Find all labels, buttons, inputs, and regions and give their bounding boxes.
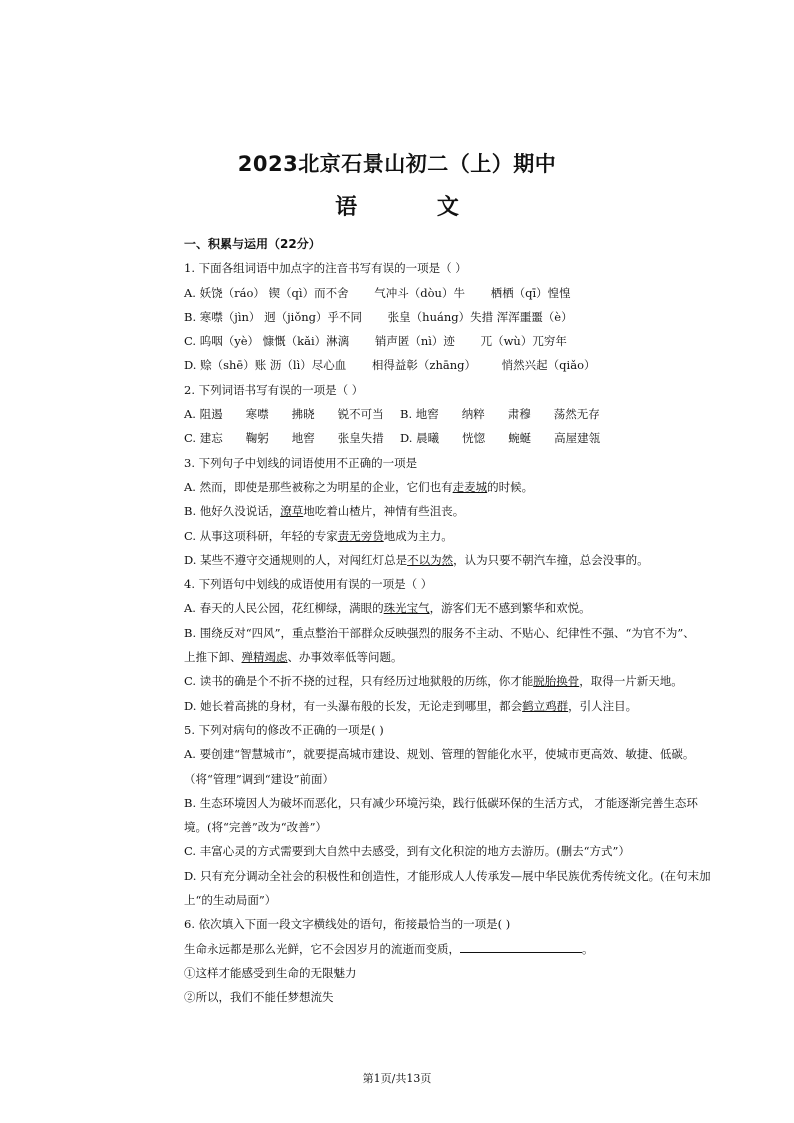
question-3-option-b: B. 他好久没说话，潦草地吃着山楂片，神情有些沮丧。 [184, 504, 465, 519]
question-5-option-b-line-2: 境。(将“完善”改为“改善”） [184, 820, 328, 835]
question-4-option-c: C. 读书的确是个不折不挠的过程，只有经历过地狱般的历练，你才能脱胎换骨，取得一片新天地。 [184, 674, 683, 689]
document-body [184, 232, 711, 1010]
underlined-term: 脱胎换骨 [533, 674, 580, 689]
question-1-option-b: B. 寒噤（jìn） 迥（jiǒng）乎不同 张皇（huáng）失措 浑浑噩噩（è） [184, 309, 573, 324]
document-title: 2023北京石景山初二（上）期中 [237, 152, 557, 176]
underlined-term: 潦草 [280, 504, 304, 519]
question-2-row-1 [184, 402, 616, 426]
question-3-option-c: C. 从事这项科研，年轻的专家责无旁贷地成为主力。 [184, 528, 453, 543]
question-1-option-d: D. 赊（shē）账 沥（lì）尽心血 相得益彰（zhāng） 悄然兴起（qiǎo） [184, 358, 596, 373]
question-2-stem: 2. 下列词语书写有误的一项是（ ） [184, 382, 364, 397]
question-5-option-a-line-2: （将“管理”调到“建设”前面） [184, 771, 335, 786]
page-number: 第1页/共13页 [362, 1072, 432, 1085]
question-4-option-b-line-1: B. 围绕反对“四风”，重点整治干部群众反映强烈的服务不主动、不贴心、纪律性不强、“为官不为”、 [184, 625, 695, 640]
question-5-option-b-line-1: B. 生态环境因人为破坏而恶化，只有减少环境污染，践行低碳环保的生活方式， 才能逐渐完善生态环 [184, 795, 698, 810]
question-2-row-2 [184, 426, 616, 450]
question-1-option-c: C. 呜咽（yè） 慷慨（kǎi）淋漓 销声匿（nì）迹 兀（wù）兀穷年 [184, 334, 567, 349]
question-6-option-1: ①这样才能感受到生命的无限魅力 [184, 965, 357, 980]
section-heading: 一、积累与运用（22分） [184, 237, 321, 251]
underlined-term: 鹤立鸡群 [522, 698, 569, 713]
question-5-option-c: C. 丰富心灵的方式需要到大自然中去感受，到有文化积淀的地方去游历。(删去“方式”） [184, 844, 630, 859]
question-6-stem: 6. 依次填入下面一段文字横线处的语句，衔接最恰当的一项是( ) [184, 917, 511, 932]
question-1-stem: 1. 下面各组词语中加点字的注音书写有误的一项是（ ） [184, 261, 467, 276]
question-4-option-a: A. 春天的人民公园，花红柳绿，满眼的珠光宝气，游客们无不感到繁华和欢悦。 [184, 601, 591, 616]
question-6-passage: 生命永远都是那么光鲜，它不会因岁月的流逝而变质， 。 [184, 937, 616, 961]
underlined-term: 珠光宝气 [383, 601, 430, 616]
question-5-option-a-line-1: A. 要创建“智慧城市”，就要提高城市建设、规划、管理的智能化水平，使城市更高效、敏捷、低碳。 [184, 747, 695, 762]
question-4-option-b-line-2: 上推下卸、殚精竭虑、办事效率低等问题。 [184, 650, 403, 665]
question-3-option-d: D. 某些不遵守交通规则的人，对闯红灯总是不以为然，认为只要不朝汽车撞，总会没事的。 [184, 552, 649, 567]
question-6-option-2: ②所以，我们不能任梦想流失 [184, 990, 334, 1005]
underlined-term: 责无旁贷 [337, 528, 384, 543]
question-3-stem: 3. 下列句子中划线的词语使用不正确的一项是 [184, 455, 418, 470]
question-5-stem: 5. 下列对病句的修改不正确的一项是( ) [184, 722, 384, 737]
question-4-stem: 4. 下列语句中划线的成语使用有误的一项是（ ） [184, 577, 433, 592]
question-4-option-d: D. 她长着高挑的身材，有一头瀑布般的长发，无论走到哪里，都会鹤立鸡群，引人注目。 [184, 698, 638, 713]
question-2-option-b: B. 地窖 纳粹 肃穆 荡然无存 [400, 407, 600, 422]
question-1-option-a: A. 妖饶（ráo） 锲（qì）而不舍 气冲斗（dòu）牛 栖栖（qī）惶惶 [184, 285, 571, 300]
question-2-option-a: A. 阻遏 寒噤 拂晓 锐不可当 [184, 407, 384, 422]
underlined-term: 不以为然 [407, 552, 454, 567]
underlined-term: 殚精竭虑 [241, 650, 288, 665]
subject-title: 语 文 [335, 195, 495, 220]
question-2-option-c: C. 建忘 鞠躬 地窖 张皇失措 [184, 431, 384, 446]
question-5-option-d-line-1: D. 只有充分调动全社会的积极性和创造性，才能形成人人传承发—展中华民族优秀传统文化。(在句末加 [184, 868, 711, 883]
underlined-term: 走麦城 [452, 479, 488, 494]
question-5-option-d-line-2: 上“的生动局面”） [184, 893, 277, 908]
question-3-option-a: A. 然而，即使是那些被称之为明星的企业，它们也有走麦城的时候。 [184, 479, 534, 494]
question-2-option-d: D. 晨曦 恍惚 蜿蜒 高屋建瓴 [400, 431, 601, 446]
fill-in-blank [460, 938, 582, 953]
